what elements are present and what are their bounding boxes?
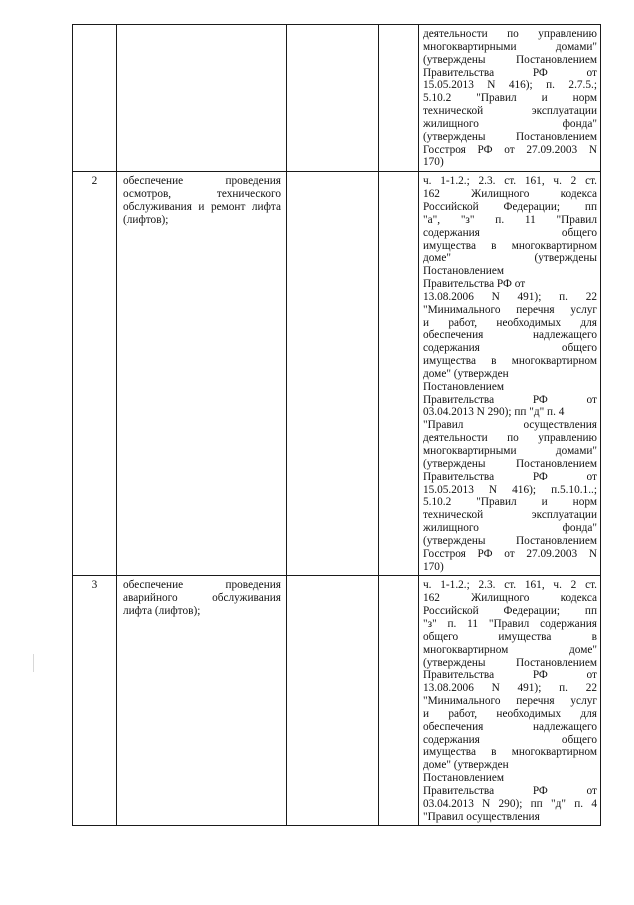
legal-basis-line: 03.04.2013 N 290); пп "д" п. 4	[423, 797, 597, 810]
legal-basis-line: (утверждены Постановлением	[423, 656, 597, 669]
legal-basis-line: 5.10.2 "Правил и норм	[423, 92, 597, 105]
service-name-line: обеспечение проведения	[123, 579, 281, 592]
legal-basis-line: Правительства РФ от	[423, 393, 597, 406]
legal-basis-line: "Минимального перечня услуг	[423, 303, 597, 316]
legal-basis-line: содержания общего	[423, 226, 597, 239]
legal-basis-line: Постановлением	[423, 772, 504, 785]
legal-basis-line: содержания общего	[423, 733, 597, 746]
legal-basis-line: "з" п. 11 "Правил содержания	[423, 617, 597, 630]
legal-basis-line: многоквартирном доме"	[423, 643, 597, 656]
legal-basis-line: технической эксплуатации	[423, 509, 597, 522]
legal-basis-line: и работ, необходимых для	[423, 707, 597, 720]
legal-basis-line: Российской Федерации; пп	[423, 200, 597, 213]
legal-basis-line: Правительства РФ от	[423, 669, 597, 682]
service-name-line: аварийного обслуживания	[123, 592, 281, 605]
service-name-cell	[117, 576, 287, 826]
legal-basis-line: деятельности по управлению	[423, 28, 597, 40]
legal-basis-line: (утверждены Постановлением	[423, 457, 597, 470]
empty-cell	[287, 25, 379, 172]
legal-basis-line: 162 Жилищного кодекса	[423, 188, 597, 201]
empty-cell	[379, 25, 419, 172]
legal-basis-line: 15.05.2013 N 416); п. 2.7.5.;	[423, 79, 597, 92]
legal-basis-line: (утверждены Постановлением	[423, 53, 597, 66]
service-name-line: (лифтов);	[123, 213, 169, 226]
legal-basis-line: содержания общего	[423, 342, 597, 355]
empty-cell	[287, 172, 379, 576]
service-name-line: осмотров, технического	[123, 188, 281, 201]
table-row	[73, 576, 601, 826]
legal-basis-line: Госстроя РФ от 27.09.2003 N	[423, 143, 597, 156]
legal-basis-line: 03.04.2013 N 290); пп "д" п. 4	[423, 406, 565, 419]
legal-basis-line: Постановлением	[423, 380, 504, 393]
legal-basis-line: ч. 1-1.2.; 2.3. ст. 161, ч. 2 ст.	[423, 175, 597, 188]
legal-basis-line: (утверждены Постановлением	[423, 130, 597, 143]
legal-basis-line: и работ, необходимых для	[423, 316, 597, 329]
legal-basis-line: Правительства РФ от	[423, 470, 597, 483]
legal-basis-cell	[419, 576, 601, 826]
empty-cell	[379, 172, 419, 576]
legal-basis-line: Правительства РФ от	[423, 66, 597, 79]
legal-basis-line: "Правил осуществления	[423, 419, 597, 432]
legal-basis-line: доме" (утверждены	[423, 252, 597, 265]
service-name-line: обслуживания и ремонт лифта	[123, 200, 281, 213]
legal-basis-line: 5.10.2 "Правил и норм	[423, 496, 597, 509]
table-row	[73, 172, 601, 576]
legal-basis-line: деятельности по управлению	[423, 432, 597, 445]
legal-basis-line: доме" (утвержден	[423, 759, 509, 772]
legal-basis-line: доме" (утвержден	[423, 367, 509, 380]
table-row	[73, 25, 601, 172]
legal-basis-line: 162 Жилищного кодекса	[423, 592, 597, 605]
legal-basis-line: 13.08.2006 N 491); п. 22	[423, 290, 597, 303]
service-name-cell	[117, 172, 287, 576]
legal-basis-line: 170)	[423, 156, 444, 169]
legal-basis-line: Российской Федерации; пп	[423, 605, 597, 618]
legal-basis-line: жилищного фонда"	[423, 522, 597, 535]
row-number: 3	[73, 576, 117, 826]
row-number: 2	[73, 172, 117, 576]
service-name-line: обеспечение проведения	[123, 175, 281, 188]
legal-basis-line: имущества в многоквартирном	[423, 239, 597, 252]
legal-basis-line: (утверждены Постановлением	[423, 534, 597, 547]
legal-basis-cell	[419, 25, 601, 172]
legal-basis-line: многоквартирными домами"	[423, 445, 597, 457]
service-name-cell	[117, 25, 287, 172]
legal-basis-line: "Минимального перечня услуг	[423, 695, 597, 708]
legal-basis-line: Постановлением	[423, 265, 504, 278]
legal-basis-cell	[419, 172, 601, 576]
legal-basis-line: имущества в многоквартирном	[423, 355, 597, 368]
legal-basis-line: 170)	[423, 560, 444, 573]
legal-basis-line: технической эксплуатации	[423, 105, 597, 118]
legal-basis-line: Правительства РФ от	[423, 784, 597, 797]
legal-basis-line: обеспечения надлежащего	[423, 329, 597, 342]
scan-artifact-mark	[33, 654, 34, 672]
legal-basis-line: жилищного фонда"	[423, 117, 597, 130]
legal-basis-line: "Правил осуществления	[423, 810, 540, 823]
empty-cell	[287, 576, 379, 826]
legal-basis-line: 13.08.2006 N 491); п. 22	[423, 682, 597, 695]
legal-basis-line: Госстроя РФ от 27.09.2003 N	[423, 547, 597, 560]
legal-basis-line: имущества в многоквартирном	[423, 746, 597, 759]
legal-basis-line: ч. 1-1.2.; 2.3. ст. 161, ч. 2 ст.	[423, 579, 597, 592]
legal-basis-line: "а", "з" п. 11 "Правил	[423, 213, 597, 226]
empty-cell	[379, 576, 419, 826]
legal-basis-line: обеспечения надлежащего	[423, 720, 597, 733]
legal-basis-line: 15.05.2013 N 416); п.5.10.1..;	[423, 483, 597, 496]
services-table	[72, 24, 601, 826]
table-body	[73, 25, 601, 826]
row-number	[73, 25, 117, 172]
service-name-line: лифта (лифтов);	[123, 605, 201, 618]
legal-basis-line: Правительства РФ от	[423, 278, 526, 291]
legal-basis-line: общего имущества в	[423, 630, 597, 643]
legal-basis-line: многоквартирными домами"	[423, 40, 597, 53]
